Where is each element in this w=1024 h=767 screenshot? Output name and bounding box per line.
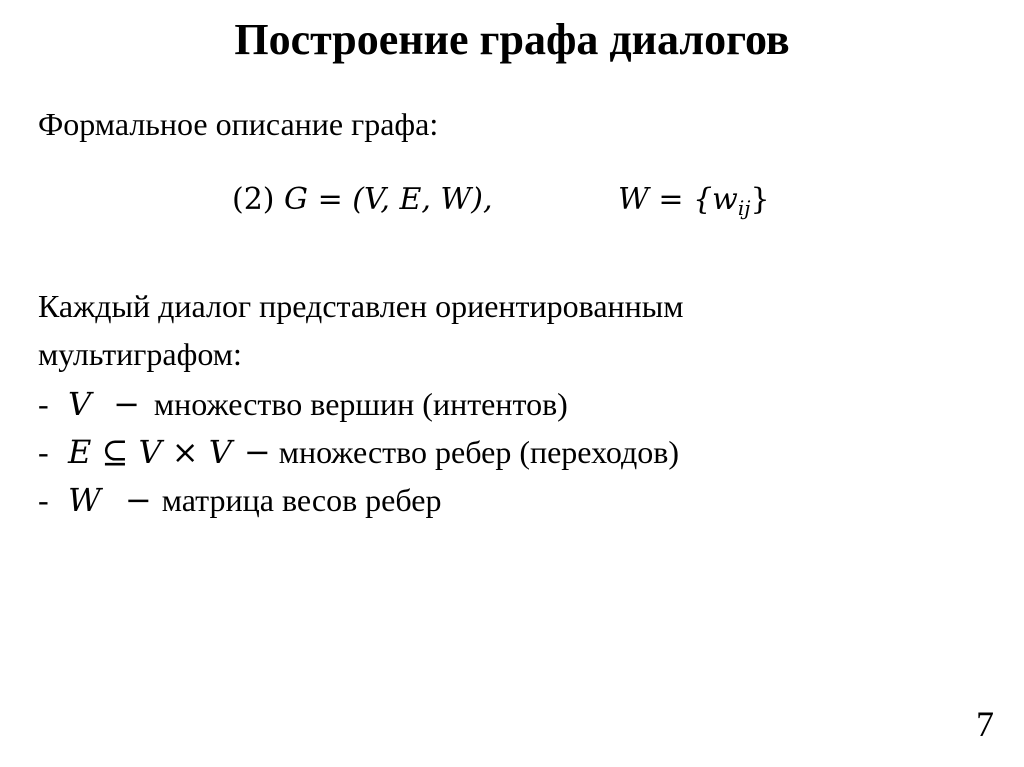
list-bullet: - — [38, 434, 49, 470]
list-bullet: - — [38, 482, 49, 518]
formula-tuple: (V, E, W), — [352, 182, 493, 217]
list-item — [38, 478, 441, 522]
formula-w: W — [618, 182, 649, 217]
formula-left — [232, 178, 493, 222]
list-text: множество ребер (переходов) — [278, 434, 679, 470]
paragraph-line-1: Каждый диалог представлен ориентированным — [38, 288, 684, 324]
list-separator: − — [113, 385, 140, 423]
formula-eq-2: = — [658, 182, 684, 217]
list-text: матрица весов ребер — [161, 482, 442, 518]
list-text: множество вершин (интентов) — [153, 386, 568, 422]
list-symbol: E ⊆ V × V — [68, 433, 232, 471]
formula-number: (2) — [232, 182, 275, 217]
paragraph-line-2: мультиграфом: — [38, 336, 242, 372]
list-symbol: V — [68, 385, 92, 423]
formula-set-close: } — [750, 182, 770, 217]
formula-g: G — [284, 182, 309, 217]
slide-subtitle: Формальное описание графа: — [38, 106, 439, 142]
list-separator: − — [124, 481, 152, 519]
list-symbol: W — [68, 481, 101, 519]
slide-title: Построение графа диалогов — [234, 15, 790, 64]
list-item — [38, 382, 568, 426]
formula-right — [618, 178, 770, 230]
formula-eq-1: = — [317, 182, 343, 217]
list-separator: − — [243, 433, 271, 471]
list-item — [38, 430, 679, 474]
list-bullet: - — [38, 386, 49, 422]
formula-set-open: {w — [693, 182, 738, 217]
page-number: 7 — [976, 704, 994, 744]
formula-subscript: ij — [737, 196, 751, 220]
